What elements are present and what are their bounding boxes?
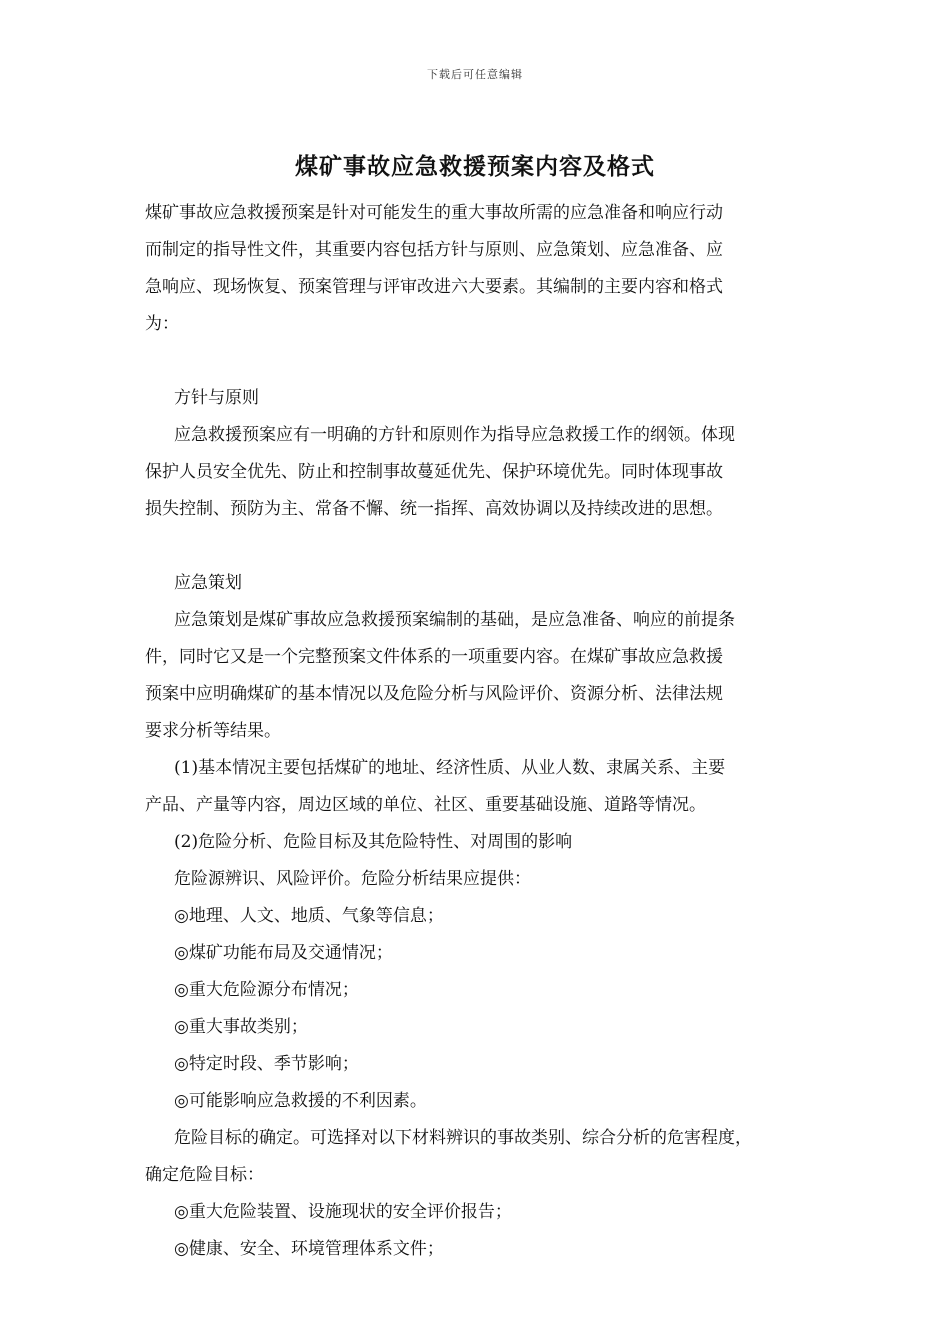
list-item: ◎地理、人文、地质、气象等信息； <box>174 906 444 926</box>
list-item: ◎特定时段、季节影响； <box>174 1054 359 1074</box>
paragraph-line: 保护人员安全优先、防止和控制事故蔓延优先、保护环境优先。同时体现事故 <box>145 462 723 482</box>
paragraph-line: 预案中应明确煤矿的基本情况以及危险分析与风险评价、资源分析、法律法规 <box>145 684 723 704</box>
page-header: 下载后可任意编辑 <box>427 68 523 81</box>
paragraph-line: 应急救援预案应有一明确的方针和原则作为指导应急救援工作的纲领。体现 <box>174 425 735 445</box>
paragraph-line: 损失控制、预防为主、常备不懈、统一指挥、高效协调以及持续改进的思想。 <box>145 499 723 519</box>
list-item: ◎可能影响应急救援的不利因素。 <box>174 1091 427 1111</box>
section-heading: 方针与原则 <box>174 388 259 408</box>
paragraph-line: (1)基本情况主要包括煤矿的地址、经济性质、从业人数、隶属关系、主要 <box>174 758 726 778</box>
paragraph-line: 危险源辨识、风险评价。危险分析结果应提供： <box>174 869 531 889</box>
paragraph-line: (2)危险分析、危险目标及其危险特性、对周围的影响 <box>174 832 573 852</box>
paragraph-line: 为： <box>145 314 179 334</box>
blank-line <box>145 343 811 380</box>
paragraph-line: 而制定的指导性文件，其重要内容包括方针与原则、应急策划、应急准备、应 <box>145 240 723 260</box>
paragraph-line: 危险目标的确定。可选择对以下材料辨识的事故类别、综合分析的危害程度， <box>174 1128 752 1148</box>
document-body <box>145 195 811 1268</box>
paragraph-line: 确定危险目标： <box>145 1165 264 1185</box>
paragraph-line: 产品、产量等内容，周边区域的单位、社区、重要基础设施、道路等情况。 <box>145 795 706 815</box>
list-item: ◎健康、安全、环境管理体系文件； <box>174 1239 444 1259</box>
list-item: ◎重大事故类别； <box>174 1017 308 1037</box>
paragraph-line: 要求分析等结果。 <box>145 721 281 741</box>
list-item: ◎重大危险装置、设施现状的安全评价报告； <box>174 1202 512 1222</box>
list-item: ◎重大危险源分布情况； <box>174 980 359 1000</box>
paragraph-line: 件，同时它又是一个完整预案文件体系的一项重要内容。在煤矿事故应急救援 <box>145 647 723 667</box>
document-title: 煤矿事故应急救援预案内容及格式 <box>295 153 655 180</box>
blank-line <box>145 528 811 565</box>
paragraph-line: 应急策划是煤矿事故应急救援预案编制的基础，是应急准备、响应的前提条 <box>174 610 735 630</box>
paragraph-line: 急响应、现场恢复、预案管理与评审改进六大要素。其编制的主要内容和格式 <box>145 277 723 297</box>
list-item: ◎煤矿功能布局及交通情况； <box>174 943 393 963</box>
section-heading: 应急策划 <box>174 573 242 593</box>
paragraph-line: 煤矿事故应急救援预案是针对可能发生的重大事故所需的应急准备和响应行动 <box>145 203 723 223</box>
